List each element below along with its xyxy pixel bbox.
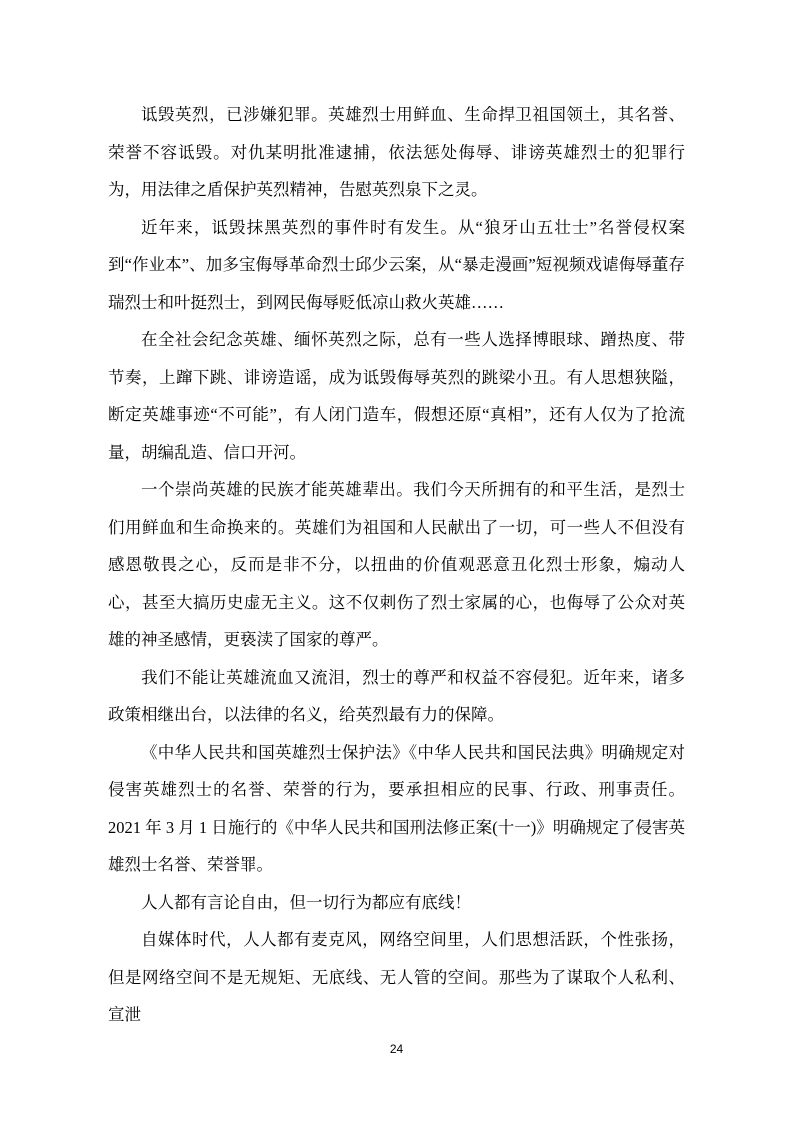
paragraph: 人人都有言论自由，但一切行为都应有底线！: [141, 892, 471, 912]
paragraph: 诋毁英烈，已涉嫌犯罪。英雄烈士用鲜血、生命捍卫祖国领土，其名誉、荣誉不容诋毁。对仇某明批准逮捕，依法惩处侮辱、诽谤英雄烈士的犯罪行为，用法律之盾保护英烈精神，告慰英烈泉下之灵。: [108, 105, 685, 199]
paragraph: 我们不能让英雄流血又流泪，烈士的尊严和权益不容侵犯。近年来，诸多政策相继出台，以法律的名义，给英烈最有力的保障。: [108, 667, 685, 724]
text-body: [108, 96, 685, 1034]
paragraph: 在全社会纪念英雄、缅怀英烈之际，总有一些人选择博眼球、蹭热度、带节奏，上蹿下跳、诽谤造谣，成为诋毁侮辱英烈的跳梁小丑。有人思想狭隘，断定英雄事迹“不可能”，有人闭门造车，假想还原“真相”，还有人仅为了抢流量，胡编乱造、信口开河。: [108, 330, 685, 462]
page-footer: [0, 1040, 793, 1058]
paragraph: 一个崇尚英雄的民族才能英雄辈出。我们今天所拥有的和平生活，是烈士们用鲜血和生命换来的。英雄们为祖国和人民献出了一切，可一些人不但没有感恩敬畏之心，反而是非不分，以扭曲的价值观恶意丑化烈士形象，煽动人心，甚至大搞历史虚无主义。这不仅刺伤了烈士家属的心，也侮辱了公众对英雄的神圣感情，更亵渎了国家的尊严。: [108, 480, 685, 649]
paragraph: 《中华人民共和国英雄烈士保护法》《中华人民共和国民法典》明确规定对侵害英雄烈士的名誉、荣誉的行为，要承担相应的民事、行政、刑事责任。2021 年 3 月 1 日施行的《中华人民共和国刑法修正案(十一)》明确规定了侵害英雄烈士名誉、荣誉罪。: [108, 742, 685, 874]
page-number: 24: [389, 1042, 404, 1056]
paragraph: 近年来，诋毁抹黑英烈的事件时有发生。从“狼牙山五壮士”名誉侵权案到“作业本”、加多宝侮辱革命烈士邱少云案，从“暴走漫画”短视频戏谑侮辱董存瑞烈士和叶挺烈士，到网民侮辱贬低凉山救火英雄……: [108, 217, 685, 312]
paragraph: 自媒体时代，人人都有麦克风，网络空间里，人们思想活跃，个性张扬，但是网络空间不是无规矩、无底线、无人管的空间。那些为了谋取个人私利、宣泄: [108, 930, 685, 1024]
